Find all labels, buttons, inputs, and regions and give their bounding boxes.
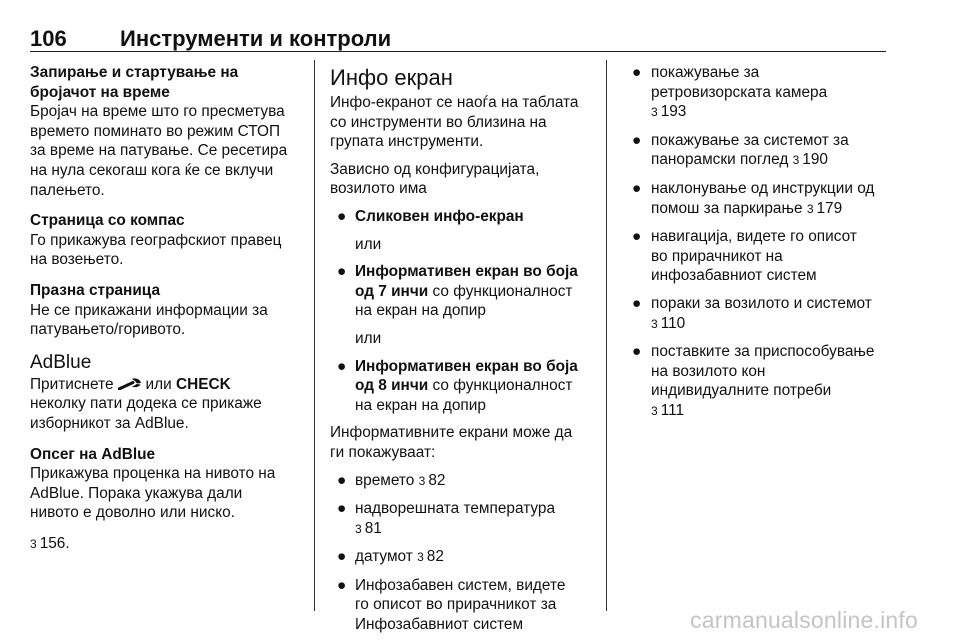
item-text: панорамски поглед: [651, 151, 789, 169]
list-item-cont: инфозабавниот систем: [651, 267, 817, 285]
option-7-inch-line-2: [330, 282, 595, 302]
can-show-line: ги покажуваат:: [330, 443, 436, 461]
list-item-cont: [630, 150, 895, 171]
adblue-heading: AdBlue: [30, 351, 92, 373]
bullet-icon: ●: [632, 294, 642, 312]
item-infotainment-line: го описот во прирачникот за: [355, 596, 557, 614]
reference-arrow-icon: 3: [806, 201, 814, 216]
reference-arrow-icon: 3: [651, 403, 658, 418]
empty-page-heading: Празна страница: [30, 281, 161, 299]
bullet-icon: ●: [337, 500, 347, 518]
item-date: датумот: [355, 548, 413, 566]
or-text: или: [355, 329, 382, 347]
option-7-inch-size: од 7 инчи: [355, 282, 429, 300]
compass-text-line: на возењето.: [30, 251, 124, 269]
list-item-cont: индивидуалните потреби: [651, 382, 832, 400]
compass-text-line: Го прикажува географскиот правец: [30, 231, 282, 249]
item-infotainment-line: Инфозабавниот систем: [355, 616, 524, 634]
bullet-icon: ●: [632, 64, 642, 81]
or-text: или: [355, 235, 382, 253]
empty-page-text-line: Не се прикажани информации за: [30, 301, 268, 319]
header-rule: [30, 51, 886, 52]
list-item: [330, 262, 595, 282]
option-8-inch-line-3: на екран на допир: [355, 396, 486, 414]
option-8-inch-line-2: [330, 376, 595, 396]
reference-page: 193: [660, 103, 687, 121]
column-divider-1: [314, 60, 315, 611]
reference-arrow-icon: 3: [355, 521, 362, 536]
running-title: Инструменти и контроли: [120, 26, 392, 51]
list-item: [630, 342, 895, 362]
bullet-icon: ●: [632, 179, 642, 197]
trip-heading-line-1: Запирање и стартување на: [30, 64, 239, 81]
intro-text-line: Инфо-екранот се наоѓа на таблата: [330, 94, 579, 111]
item-text: покажување за системот за: [651, 131, 849, 149]
bullet-icon: ●: [337, 576, 347, 594]
intro-text-line: групата инструменти.: [330, 133, 484, 151]
bullet-icon: ●: [632, 343, 642, 361]
list-item-cont: [630, 199, 895, 220]
option-8-inch-size: од 8 инчи: [355, 377, 429, 395]
trip-text-line: за време на патување. Се ресетира: [30, 142, 288, 160]
trip-text-line: на нула секогаш кога ќе се вклучи: [30, 161, 274, 179]
wrench-icon: [118, 378, 142, 390]
adblue-range-text-line: AdBlue. Порака укажува дали: [30, 484, 243, 502]
reference-arrow-icon: 3: [651, 105, 658, 120]
list-item-cont: ретровизорската камера: [651, 83, 828, 101]
reference-page: 156.: [39, 534, 70, 552]
item-infotainment: Инфозабавен систем, видете: [355, 576, 566, 594]
reference-page: 82: [426, 548, 444, 566]
config-text-line: возилото има: [330, 180, 427, 198]
option-8-inch: Информативен екран во боја: [355, 357, 578, 375]
bullet-icon: ●: [632, 131, 642, 149]
adblue-text-line: изборникот за AdBlue.: [30, 414, 189, 432]
list-item: [630, 227, 895, 247]
reference-page: 82: [428, 471, 446, 489]
reference-page: 81: [364, 519, 382, 537]
watermark: carmanualsonline.info: [690, 607, 918, 633]
reference-arrow-icon: 3: [651, 316, 658, 331]
trip-heading-line-2: бројачот на време: [30, 83, 170, 101]
reference-line: [330, 519, 595, 540]
adblue-or-text: или: [145, 375, 172, 393]
list-item: [630, 131, 895, 151]
reference-arrow-icon: 3: [418, 473, 426, 488]
adblue-press-text: Притиснете: [30, 375, 114, 393]
list-item: [330, 576, 595, 596]
page-number: 106: [30, 26, 67, 51]
item-text: навигација, видете го описот: [651, 228, 857, 246]
adblue-range-text-line: Прикажува проценка на нивото на: [30, 465, 276, 483]
column-2: [330, 63, 595, 635]
trip-text-line: Бројач на време што го пресметува: [30, 103, 285, 121]
item-time: времето: [355, 471, 415, 489]
list-item: [330, 471, 595, 492]
item-text: покажување за: [651, 64, 760, 81]
column-1: [30, 63, 304, 554]
option-7-inch-line-3: на екран на допир: [355, 302, 486, 320]
item-text: наклонување од инструкции од: [651, 179, 875, 197]
option-7-inch: Информативен екран во боја: [355, 263, 578, 281]
list-item: [330, 207, 595, 227]
empty-page-text-line: патувањето/горивото.: [30, 321, 186, 339]
item-text: помош за паркирање: [651, 199, 803, 217]
can-show-line: Информативните екрани може да: [330, 424, 573, 442]
check-button-label: CHECK: [176, 375, 231, 393]
adblue-range-heading: Опсег на AdBlue: [30, 445, 156, 463]
list-item: [330, 499, 595, 519]
reference-line: [630, 314, 895, 335]
list-item-cont: во прирачникот на: [651, 247, 783, 265]
adblue-range-text-line: нивото е доволно или ниско.: [30, 504, 235, 522]
bullet-icon: ●: [337, 548, 347, 566]
trip-text-line: палењето.: [30, 181, 105, 199]
config-text-line: Зависно од конфигурацијата,: [330, 160, 540, 178]
bullet-icon: ●: [337, 357, 347, 375]
info-display-heading: Инфо екран: [330, 65, 453, 90]
trip-text-line: времето поминато во режим СТОП: [30, 122, 281, 140]
list-item-cont: на возилото кон: [651, 362, 766, 380]
list-item: [630, 294, 895, 314]
adblue-instruction-line: [30, 375, 304, 395]
reference-page: 110: [660, 314, 686, 332]
option-8-inch-desc: со функционалност: [428, 377, 573, 395]
adblue-text-line: неколку пати додека се прикаже: [30, 395, 262, 413]
item-outside-temp: надворешната температура: [355, 500, 556, 518]
page-header: [30, 26, 890, 52]
intro-text-line: со инструменти во близина на: [330, 113, 547, 131]
reference-line: [630, 401, 895, 422]
item-text: пораки за возилото и системот: [651, 294, 872, 312]
bullet-icon: ●: [632, 228, 642, 246]
option-7-inch-desc: со функционалност: [428, 282, 573, 300]
reference-page: 190: [802, 151, 828, 169]
item-text: поставките за приспособување: [651, 343, 875, 361]
column-3: [630, 63, 895, 422]
reference-page: 111: [660, 401, 685, 419]
column-divider-2: [606, 60, 607, 611]
reference-arrow-icon: 3: [30, 536, 37, 551]
compass-heading: Страница со компас: [30, 212, 185, 230]
reference-arrow-icon: 3: [792, 153, 800, 168]
list-item: [630, 63, 895, 83]
bullet-icon: ●: [337, 263, 347, 281]
reference-arrow-icon: 3: [417, 550, 424, 565]
list-item: [330, 357, 595, 377]
bullet-icon: ●: [337, 207, 347, 225]
list-item: [330, 547, 595, 568]
option-graphic-display: Сликовен инфо-екран: [355, 207, 524, 225]
reference-page: 179: [816, 199, 843, 217]
reference-line: [630, 102, 895, 123]
page-reference: [30, 534, 304, 555]
list-item: [630, 179, 895, 199]
bullet-icon: ●: [337, 471, 347, 489]
